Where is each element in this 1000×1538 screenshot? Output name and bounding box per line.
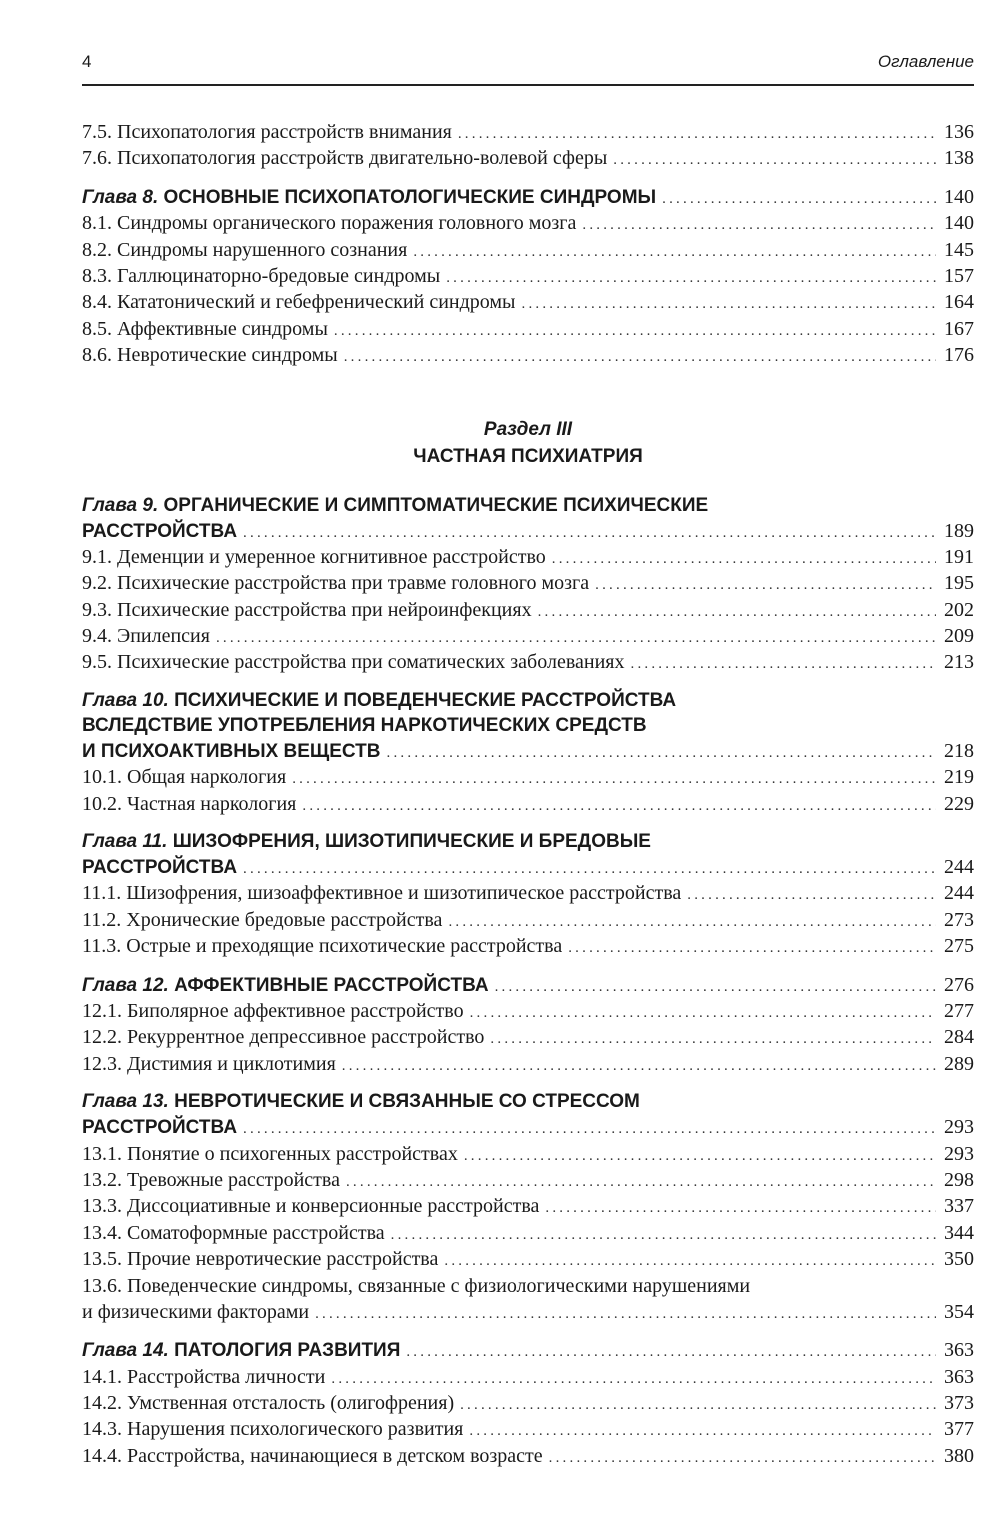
toc-entry[interactable]: 14.1. Расстройства личности ..... 363	[82, 1364, 974, 1390]
toc-entry[interactable]: 8.3. Галлюцинаторно-бредовые синдромы ..... 157	[82, 263, 974, 289]
chapter-11-heading-end[interactable]: РАССТРОЙСТВА ..... 244	[82, 854, 974, 880]
table-of-contents	[82, 119, 974, 1469]
toc-entry[interactable]: 8.1. Синдромы органического поражения головного мозга ..... 140	[82, 210, 974, 236]
toc-entry[interactable]: 12.1. Биполярное аффективное расстройство ..... 277	[82, 998, 974, 1024]
chapter-10-heading[interactable]: Глава 10. ПСИХИЧЕСКИЕ И ПОВЕДЕНЧЕСКИЕ РАССТРОЙСТВА	[82, 689, 677, 711]
toc-entry[interactable]: 9.4. Эпилепсия ..... 209	[82, 623, 974, 649]
toc-entry[interactable]: 10.1. Общая наркология ..... 219	[82, 764, 974, 790]
chapter-13-heading[interactable]: Глава 13. НЕВРОТИЧЕСКИЕ И СВЯЗАННЫЕ СО СТРЕССОМ	[82, 1091, 640, 1113]
toc-entry[interactable]: 9.1. Деменции и умеренное когнитивное расстройство ..... 191	[82, 544, 974, 570]
section-label: Раздел III	[483, 418, 573, 440]
toc-entry[interactable]: 8.2. Синдромы нарушенного сознания ..... 145	[82, 237, 974, 263]
section-title: ЧАСТНАЯ ПСИХИАТРИЯ	[413, 445, 643, 467]
toc-entry[interactable]: 13.1. Понятие о психогенных расстройствах ..... 293	[82, 1141, 974, 1167]
toc-entry[interactable]: и физическими факторами ..... 354	[82, 1299, 974, 1325]
toc-entry[interactable]: 11.1. Шизофрения, шизоаффективное и шизотипическое расстройства ..... 244	[82, 880, 974, 906]
chapter-10-heading-line2: ВСЛЕДСТВИЕ УПОТРЕБЛЕНИЯ НАРКОТИЧЕСКИХ СРЕДСТВ	[82, 714, 647, 736]
toc-entry[interactable]: 14.3. Нарушения психологического развития ..... 377	[82, 1416, 974, 1442]
toc-entry[interactable]: 12.3. Дистимия и циклотимия ..... 289	[82, 1051, 974, 1077]
toc-entry[interactable]: 7.6. Психопатология расстройств двигательно-волевой сферы ..... 138	[82, 145, 974, 171]
chapter-8-heading[interactable]: Глава 8. ОСНОВНЫЕ ПСИХОПАТОЛОГИЧЕСКИЕ СИНДРОМЫ ..... 140	[82, 184, 974, 210]
section-heading	[82, 417, 974, 471]
chapter-11-heading[interactable]: Глава 11. ШИЗОФРЕНИЯ, ШИЗОТИПИЧЕСКИЕ И БРЕДОВЫЕ	[82, 831, 651, 853]
dot-leader	[458, 121, 936, 145]
toc-entry[interactable]: 12.2. Рекуррентное депрессивное расстройство ..... 284	[82, 1024, 974, 1050]
running-title: Оглавление	[877, 52, 974, 71]
toc-entry[interactable]: 13.4. Соматоформные расстройства ..... 344	[82, 1220, 974, 1246]
chapter-14-heading[interactable]: Глава 14. ПАТОЛОГИЯ РАЗВИТИЯ ..... 363	[82, 1337, 974, 1363]
chapter-12-heading[interactable]: Глава 12. АФФЕКТИВНЫЕ РАССТРОЙСТВА ..... 276	[82, 972, 974, 998]
toc-entry[interactable]: 8.4. Кататонический и гебефренический синдромы ..... 164	[82, 289, 974, 315]
toc-entry[interactable]: 13.3. Диссоциативные и конверсионные расстройства ..... 337	[82, 1193, 974, 1219]
toc-entry[interactable]: 11.2. Хронические бредовые расстройства ..... 273	[82, 907, 974, 933]
toc-entry[interactable]: 13.5. Прочие невротические расстройства ..... 350	[82, 1246, 974, 1272]
toc-entry[interactable]: 7.5. Психопатология расстройств внимания ..... 136	[82, 119, 974, 145]
toc-entry[interactable]: 11.3. Острые и преходящие психотические расстройства ..... 275	[82, 933, 974, 959]
toc-entry[interactable]: 9.2. Психические расстройства при травме головного мозга ..... 195	[82, 570, 974, 596]
toc-entry[interactable]: 8.6. Невротические синдромы ..... 176	[82, 342, 974, 368]
toc-entry[interactable]: 13.2. Тревожные расстройства ..... 298	[82, 1167, 974, 1193]
page-number: 4	[82, 52, 92, 71]
chapter-10-heading-end[interactable]: И ПСИХОАКТИВНЫХ ВЕЩЕСТВ ..... 218	[82, 738, 974, 764]
dot-leader	[662, 186, 936, 210]
toc-entry[interactable]: 14.4. Расстройства, начинающиеся в детском возрасте ..... 380	[82, 1443, 974, 1469]
toc-entry-continued[interactable]: 13.6. Поведенческие синдромы, связанные с физиологическими нарушениями	[82, 1274, 751, 1297]
dot-leader	[613, 147, 936, 171]
chapter-9-heading-end[interactable]: РАССТРОЙСТВА ..... 189	[82, 518, 974, 544]
toc-entry[interactable]: 9.5. Психические расстройства при соматических заболеваниях ..... 213	[82, 649, 974, 675]
toc-entry[interactable]: 14.2. Умственная отсталость (олигофрения) ..... 373	[82, 1390, 974, 1416]
chapter-13-heading-end[interactable]: РАССТРОЙСТВА ..... 293	[82, 1114, 974, 1140]
chapter-9-heading[interactable]: Глава 9. ОРГАНИЧЕСКИЕ И СИМПТОМАТИЧЕСКИЕ ПСИХИЧЕСКИЕ	[82, 494, 709, 516]
toc-entry[interactable]: 8.5. Аффективные синдромы ..... 167	[82, 316, 974, 342]
toc-entry[interactable]: 9.3. Психические расстройства при нейроинфекциях ..... 202	[82, 597, 974, 623]
toc-entry[interactable]: 10.2. Частная наркология ..... 229	[82, 791, 974, 817]
running-header	[82, 50, 974, 86]
